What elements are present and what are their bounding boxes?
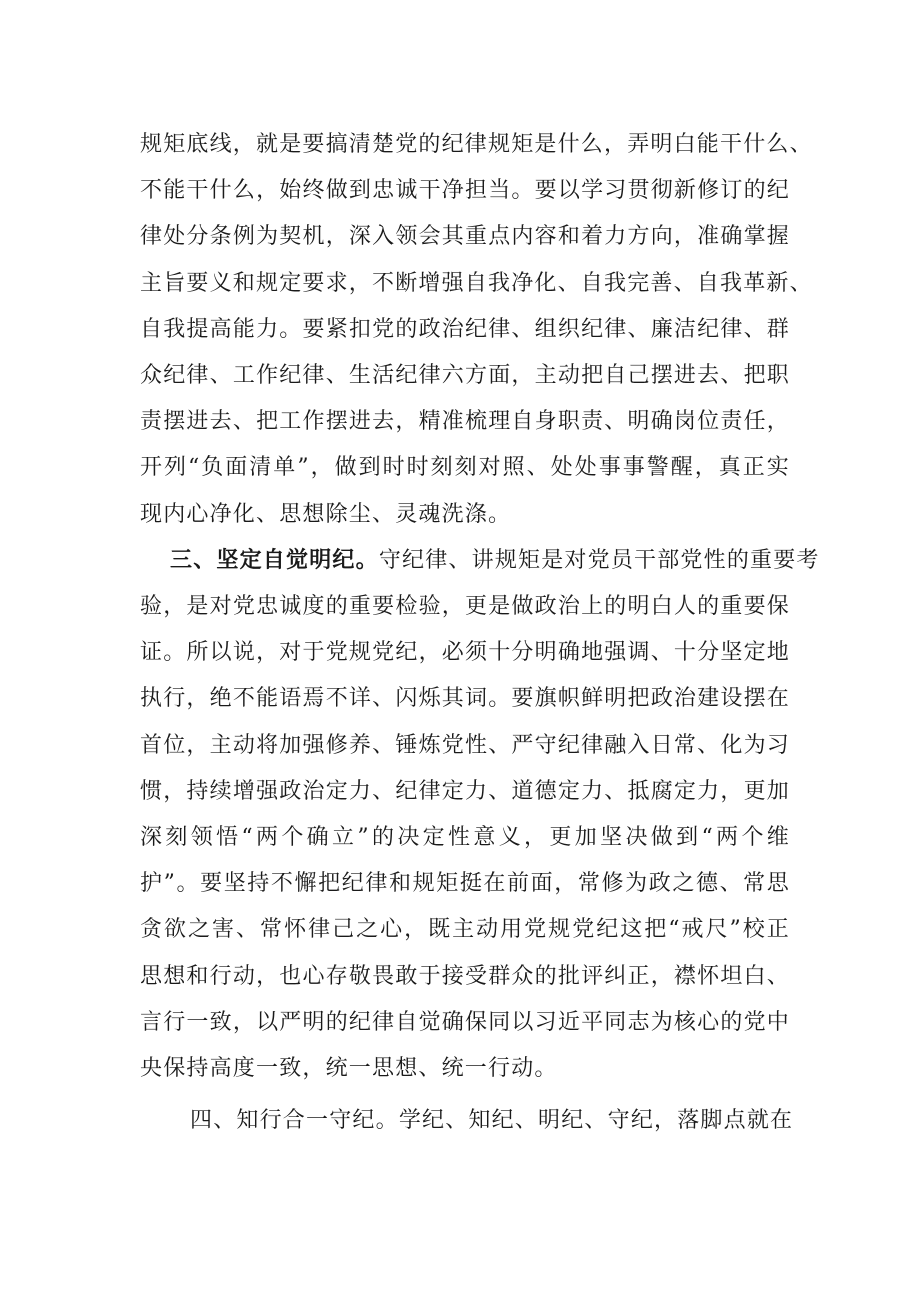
text-line: 思想和行动，也心存敬畏敢于接受群众的批评纠正，襟怀坦白、	[140, 963, 790, 989]
text-line: 深刻领悟“两个确立”的决定性意义，更加坚决做到“两个维	[140, 825, 790, 851]
text-line: 自我提高能力。要紧扣党的政治纪律、组织纪律、廉洁纪律、群	[140, 316, 790, 342]
text-line: 央保持高度一致，统一思想、统一行动。	[140, 1056, 558, 1082]
first-line-text: 守纪律、讲规矩是对党员干部党性的重要考	[378, 547, 820, 573]
section-heading-four: 四、知行合一守纪。	[190, 1108, 399, 1134]
text-line: 众纪律、工作纪律、生活纪律六方面，主动把自己摆进去、把职	[140, 363, 790, 389]
text-line: 责摆进去、把工作摆进去，精准梳理自身职责、明确岗位责任，	[140, 409, 790, 435]
text-line: 首位，主动将加强修养、锤炼党性、严守纪律融入日常、化为习	[140, 732, 790, 758]
first-line	[140, 1098, 794, 1144]
text-line: 证。所以说，对于党规党纪，必须十分明确地强调、十分坚定地	[140, 640, 790, 666]
paragraph-section-three	[140, 538, 820, 1092]
text-line: 主旨要义和规定要求，不断增强自我净化、自我完善、自我革新、	[140, 270, 813, 296]
paragraph-section-four	[140, 1098, 794, 1144]
text-line: 执行，绝不能语焉不详、闪烁其词。要旗帜鲜明把政治建设摆在	[140, 686, 790, 712]
text-line: 言行一致，以严明的纪律自觉确保同以习近平同志为核心的党中	[140, 1009, 790, 1035]
paragraph-continuation	[140, 122, 813, 538]
body-text	[140, 122, 820, 1144]
text-line: 现内心净化、思想除尘、灵魂洗涤。	[140, 501, 512, 527]
text-line: 惯，持续增强政治定力、纪律定力、道德定力、抵腐定力，更加	[140, 778, 790, 804]
text-line: 护”。要坚持不懈把纪律和规矩挺在前面，常修为政之德、常思	[140, 871, 790, 897]
first-line	[140, 538, 820, 584]
text-line: 规矩底线，就是要搞清楚党的纪律规矩是什么，弄明白能干什么、	[140, 132, 813, 157]
text-line: 验，是对党忠诚度的重要检验，更是做政治上的明白人的重要保	[140, 594, 790, 620]
text-line: 贪欲之害、常怀律己之心，既主动用党规党纪这把“戒尺”校正	[140, 917, 790, 943]
section-heading-three: 三、坚定自觉明纪。	[170, 547, 379, 573]
text-line: 开列“负面清单”，做到时时刻刻对照、处处事事警醒，真正实	[140, 455, 790, 481]
first-line-text: 学纪、知纪、明纪、守纪，落脚点就在	[398, 1108, 794, 1134]
text-line: 不能干什么，始终做到忠诚干净担当。要以学习贯彻新修订的纪	[140, 178, 790, 204]
text-line: 律处分条例为契机，深入领会其重点内容和着力方向，准确掌握	[140, 224, 790, 250]
